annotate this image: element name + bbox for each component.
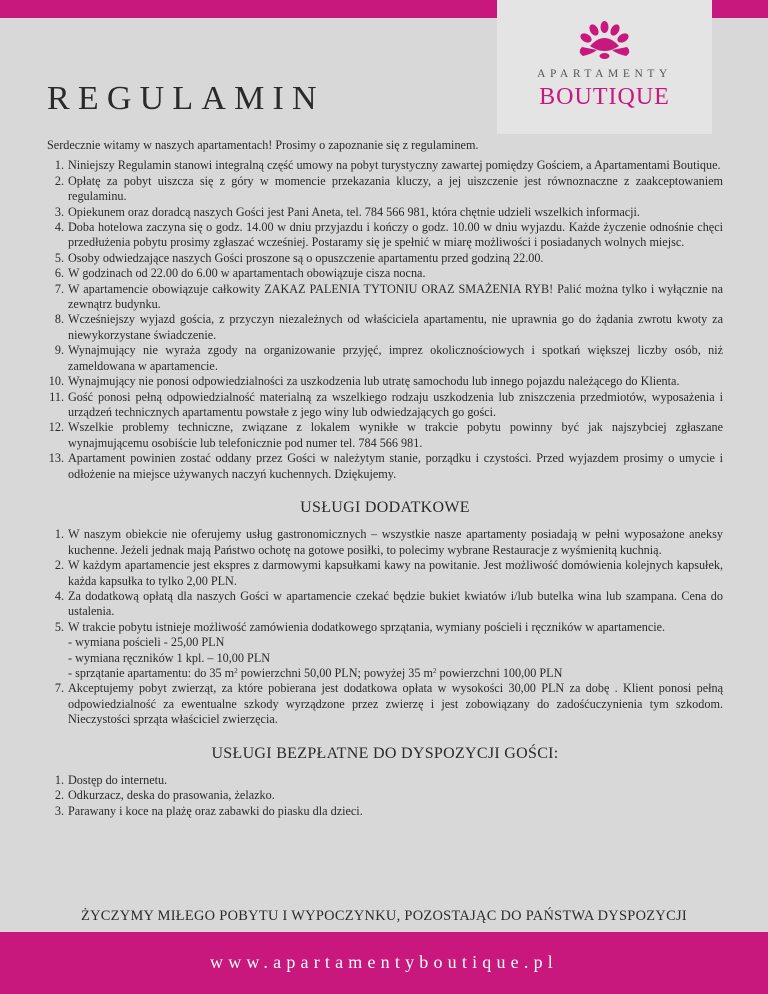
list-item: 4. Za dodatkową opłatą dla naszych Gości w apartamencie czekać będzie bukiet kwiatów i/lub butelka wina lub szampana. Cena do ustalenia. [54,588,723,619]
list-item: 9. Wynajmujący nie wyraża zgody na organizowanie przyjęć, imprez okolicznościowych i spotkań większej liczby osób, niż zameldowana w apartamencie. [54,343,723,373]
rules-list [47,158,723,482]
list-item: 1. Niniejszy Regulamin stanowi integralną część umowy na pobyt turystyczny zawartej pomiędzy Gościem, a Apartamentami Boutique. [54,158,721,173]
website-link[interactable]: www.apartamentyboutique.pl [210,952,558,972]
list-item: 2. Opłatę za pobyt uiszcza się z góry w momencie przekazania kluczy, a jej uiszczenie jest równoznaczne z zaakceptowaniem regulaminu. [54,173,723,204]
list-item: 13. Apartament powinien zostać oddany przez Gości w należytym stanie, porządku i czystości. Przed wyjazdem prosimy o umycie i odłożenie na miejsce używanych naczyń kuchennych. Dziękujemy. [48,451,723,481]
list-item: 3. Parawany i koce na plażę oraz zabawki do piasku dla dzieci. [54,803,363,818]
list-item: 4. Doba hotelowa zaczyna się o godz. 14.00 w dniu przyjazdu i kończy o godz. 10.00 w dniu wyjazdu. Każde życzenie odnośnie chęci przedłużenia pobytu prosimy zgłaszać wcześniej. Postaramy się je spełnić w miarę możliwości i posiadanych wolnych miejsc. [54,220,723,250]
closing-text: ŻYCZYMY MIŁEGO POBYTU I WYPOCZYNKU, POZOSTAJĄC DO PAŃSTWA DYSPOZYCJI [81,908,687,924]
free-services-list [47,773,723,819]
list-item: 1. Dostęp do internetu. [54,773,168,788]
list-item: 10. Wynajmujący nie ponosi odpowiedzialności za uszkodzenia lub utratę samochodu lub innego pojazdu należącego do Klienta. [48,374,680,389]
list-item: 5. W trakcie pobytu istnieje możliwość zamówienia dodatkowego sprzątania, wymiany pościeli i ręczników w apartamencie. - wymiana pościeli - 25,00 PLN - wymiana ręczników 1 kpl. – 10,00 PLN - sprzątanie apartamentu: do 35 $m^2$ powierzchni 50,00 PLN; powyżej 35 $m^2$ powierzchni 100,00 PLN [54,619,666,680]
logo-top-text: APARTAMENTY [537,68,672,80]
content [47,138,723,819]
list-item: 12. Wszelkie problemy techniczne, związane z lokalem wynikłe w trakcie pobytu powinny być jak najszybciej zgłaszane wynajmującemu osobiście lub telefonicznie pod numer tel. 784 566 981. [48,420,723,450]
list-item: 7. Akceptujemy pobyt zwierząt, za które pobierana jest dodatkowa opłata w wysokości 30,00 PLN za dobę . Klient ponosi pełną odpowiedzialność za ewentualne szkody wyrządzone przez zwierzę i jest zobowiązany do zadośćuczynienia tym szkodom. Nieczystości sprząta właściciel zwierzęcia. [54,681,723,727]
list-item: 8. Wcześniejszy wyjazd gościa, z przyczyn niezależnych od właściciela apartamentu, nie uprawnia go do żądania zwrotu kwoty za niewykorzystane świadczenie. [54,312,723,342]
list-item: 7. W apartamencie obowiązuje całkowity ZAKAZ PALENIA TYTONIU ORAZ SMAŻENIA RYB! Palić można tylko i wyłącznie na zewnątrz budynku. [54,281,723,312]
intro-text: Serdecznie witamy w naszych apartamentach! Prosimy o zapoznanie się z regulaminem. [47,138,479,152]
list-item: 2. W każdym apartamencie jest ekspres z darmowymi kapsułkami kawy na powitanie. Jest możliwość domówienia kolejnych kapsułek, każda kapsułka to tylko 2,00 PLN. [54,558,723,588]
shell-icon [497,16,712,66]
free-services-title: USŁUGI BEZPŁATNE DO DYSPOZYCJI GOŚCI: [211,744,559,762]
logo-main-text: BOUTIQUE [539,84,670,110]
list-item: 1. W naszym obiekcie nie oferujemy usług gastronomicznych – wszystkie nasze apartamenty posiadają w pełni wyposażone aneksy kuchenne. Jeżeli jednak mają Państwo ochotę na gotowe posiłki, to polecimy wybrane Restauracje z wyśmienitą kuchnią. [54,527,723,557]
page-title: REGULAMIN [47,80,325,117]
list-item: 11. Gość ponosi pełną odpowiedzialność materialną za wszelkiego rodzaju uszkodzenia lub zniszczenia przedmiotów, wyposażenia i urządzeń technicznych apartamentu powstałe z jego winy lub odwiedzających go gości. [49,389,723,419]
footer-bar [0,932,768,994]
list-item: 6. W godzinach od 22.00 do 6.00 w apartamentach obowiązuje cisza nocna. [54,266,426,281]
list-item: 3. Opiekunem oraz doradcą naszych Gości jest Pani Aneta, tel. 784 566 981, która chętnie udzieli wszelkich informacji. [54,204,640,219]
list-item: 2. Odkurzacz, deska do prasowania, żelazko. [54,788,275,803]
logo [497,0,712,134]
extra-services-title: USŁUGI DODATKOWE [300,498,470,516]
list-item: 5. Osoby odwiedzające naszych Gości proszone są o opuszczenie apartamentu przed godziną 22.00. [54,250,544,265]
extra-services-list [47,527,723,727]
